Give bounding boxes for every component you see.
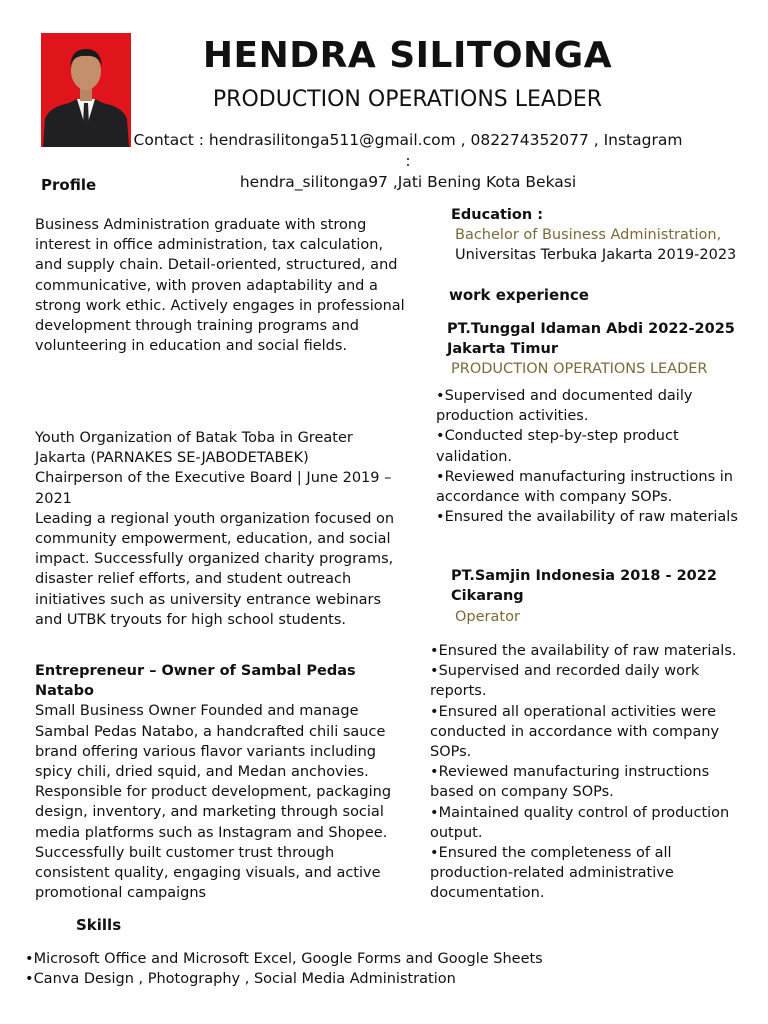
education-section [451,205,751,266]
entrepreneur-section [35,661,407,903]
organization-description: Leading a regional youth organization focused on community empowerment, education, and social impact. Successfully organized charity programs, disaster relief efforts, and student outreach initiatives such as university entrance webinars and UTBK tryouts for high school students. [35,510,395,628]
education-school: Universitas Terbuka Jakarta 2019-2023 [455,247,737,264]
job-2-duties [430,641,746,904]
job-2-company: PT.Samjin Indonesia 2018 - 2022 Cikarang [451,568,717,605]
job-2-duty: • Ensured the completeness of all production-related administrative documentation. [430,843,746,904]
skills-heading: Skills [76,916,122,934]
job-1-duty: • Ensured the availability of raw materials [436,507,746,527]
contact-line-1: Contact : hendrasilitonga511@gmail.com , 082274352077 , Instagram : [133,131,683,170]
job-2-duty: • Supervised and recorded daily work reports. [430,661,746,701]
profile-summary: Business Administration graduate with strong interest in office administration, tax calculation, and supply chain. Detail-oriented, structured, and communicative, with proven adaptability and a strong work ethic. Actively engages in professional development through training programs and volunteering in education and social fields. [35,217,405,355]
job-2-duty: • Maintained quality control of production output. [430,803,746,843]
education-degree: Bachelor of Business Administration, [455,227,722,244]
education-heading: Education : [451,207,544,223]
job-1-duty: • Reviewed manufacturing instructions in accordance with company SOPs. [436,467,746,507]
contact-line-2: hendra_silitonga97 ,Jati Bening Kota Bekasi [239,173,577,191]
profile-photo [41,33,131,147]
skill-item: • Microsoft Office and Microsoft Excel, Google Forms and Google Sheets [25,949,725,969]
job-2-duty: • Ensured all operational activities were conducted in accordance with company SOPs. [430,702,746,763]
job-1-role: PRODUCTION OPERATIONS LEADER [451,361,708,377]
job-1-duty: • Conducted step-by-step product validation. [436,426,746,466]
job-2-duty: • Ensured the availability of raw materials. [430,641,746,661]
skill-item: • Canva Design , Photography , Social Media Administration [25,969,725,989]
candidate-name: HENDRA SILITONGA [202,35,613,76]
person-portrait-icon [41,33,131,147]
job-1-company: PT.Tunggal Idaman Abdi 2022-2025 Jakarta Timur [447,321,735,358]
profile-heading: Profile [41,176,97,194]
work-experience-heading: work experience [449,286,589,304]
entrepreneur-heading: Entrepreneur – Owner of Sambal Pedas Natabo [35,663,356,700]
job-2-role: Operator [455,609,520,625]
organization-role: Chairperson of the Executive Board | June 2019 – 2021 [35,470,392,507]
job-2-duty: • Reviewed manufacturing instructions based on company SOPs. [430,762,746,802]
skills-list [25,949,725,989]
entrepreneur-description: Small Business Owner Founded and manage Sambal Pedas Natabo, a handcrafted chili sauce brand offering various flavor variants including spicy chili, dried squid, and Medan anchovies. Responsible for product development, packaging design, inventory, and marketing through social media platforms such as Instagram and Shopee. Successfully built customer trust through consistent quality, engaging visuals, and active promotional campaigns [35,703,392,902]
organization-section [35,428,403,630]
contact-info [130,130,686,193]
organization-name: Youth Organization of Batak Toba in Greater Jakarta (PARNAKES SE-JABODETABEK) [35,430,353,467]
job-1-duties [436,386,746,527]
job-title: PRODUCTION OPERATIONS LEADER [212,87,603,112]
job-1-duty: • Supervised and documented daily production activities. [436,386,746,426]
